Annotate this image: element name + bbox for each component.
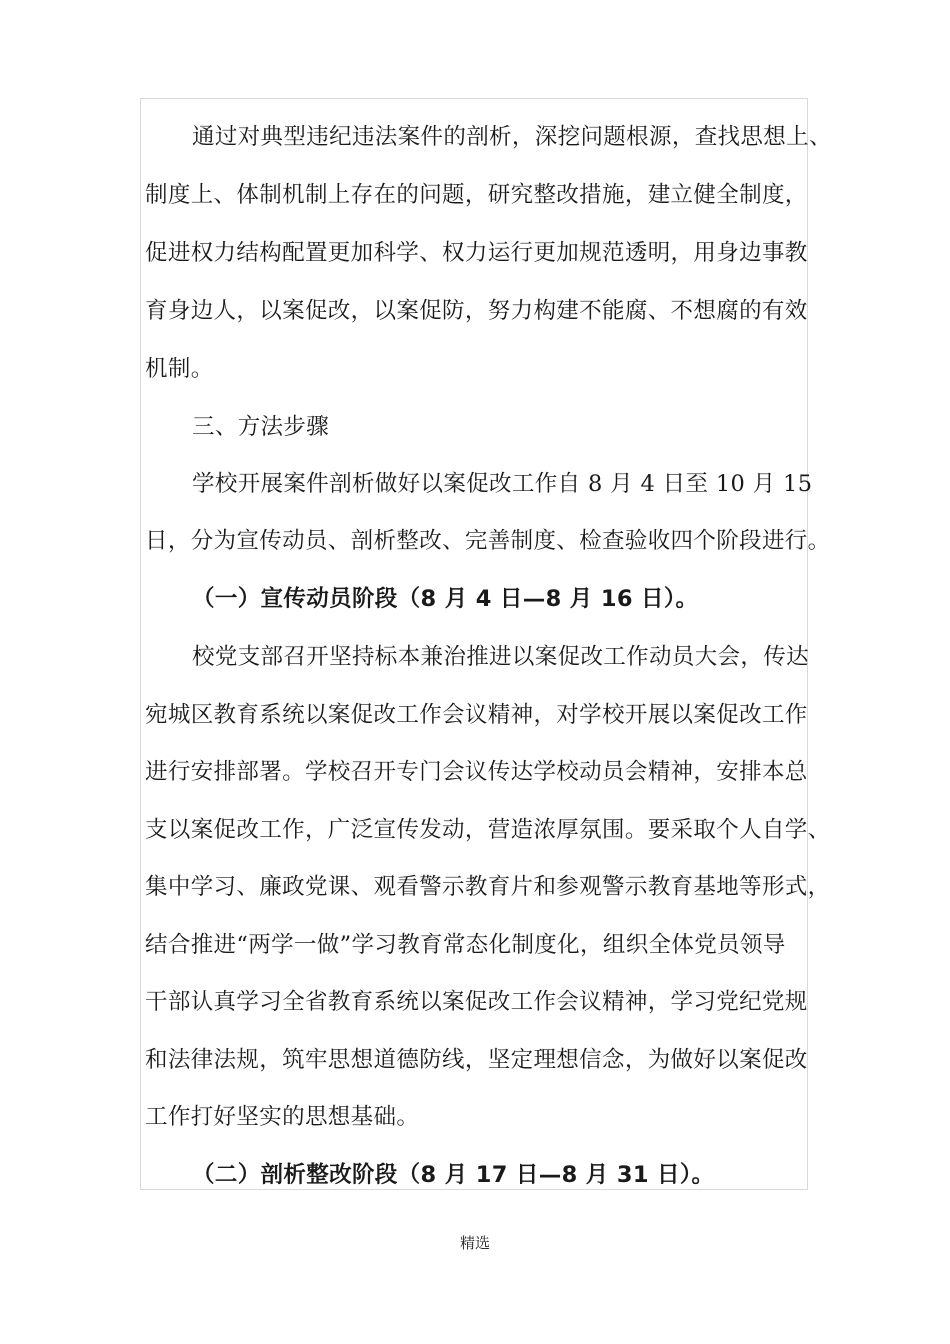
subsection-heading: （二）剖析整改阶段（8 月 17 日—8 月 31 日）。 [192, 1162, 715, 1188]
paragraph-line: 育身边人，以案促改，以案促防，努力构建不能腐、不想腐的有效 [145, 298, 808, 324]
paragraph-line: 进行安排部署。学校召开专门会议传达学校动员会精神，安排本总 [145, 759, 808, 785]
paragraph-line: 结合推进“两学一做”学习教育常态化制度化，组织全体党员领导 [145, 932, 786, 958]
paragraph-line: 学校开展案件剖析做好以案促改工作自 8 月 4 日至 10 月 15 [192, 471, 813, 497]
paragraph-line: 工作打好坚实的思想基础。 [145, 1104, 420, 1130]
section-heading: 三、方法步骤 [192, 414, 330, 440]
page-footer: 精选 [459, 1234, 490, 1252]
paragraph-line: 校党支部召开坚持标本兼治推进以案促改工作动员大会，传达 [192, 644, 809, 670]
paragraph-line: 干部认真学习全省教育系统以案促改工作会议精神，学习党纪党规 [145, 989, 808, 1015]
paragraph-line: 集中学习、廉政党课、观看警示教育片和参观警示教育基地等形式， [145, 874, 831, 900]
paragraph-line: 宛城区教育系统以案促改工作会议精神，对学校开展以案促改工作 [145, 702, 808, 728]
subsection-heading: （一）宣传动员阶段（8 月 4 日—8 月 16 日）。 [192, 586, 699, 612]
paragraph-line: 和法律法规，筑牢思想道德防线，坚定理想信念，为做好以案促改 [145, 1047, 808, 1073]
paragraph-line: 日，分为宣传动员、剖析整改、完善制度、检查验收四个阶段进行。 [145, 528, 831, 554]
paragraph-line: 支以案促改工作，广泛宣传发动，营造浓厚氛围。要采取个人自学、 [145, 817, 831, 843]
paragraph-line: 制度上、体制机制上存在的问题，研究整改措施，建立健全制度， [145, 182, 808, 208]
paragraph-line: 促进权力结构配置更加科学、权力运行更加规范透明，用身边事教 [145, 240, 808, 266]
paragraph-line: 机制。 [145, 356, 214, 382]
paragraph-line: 通过对典型违纪违法案件的剖析，深挖问题根源，查找思想上、 [192, 124, 832, 150]
